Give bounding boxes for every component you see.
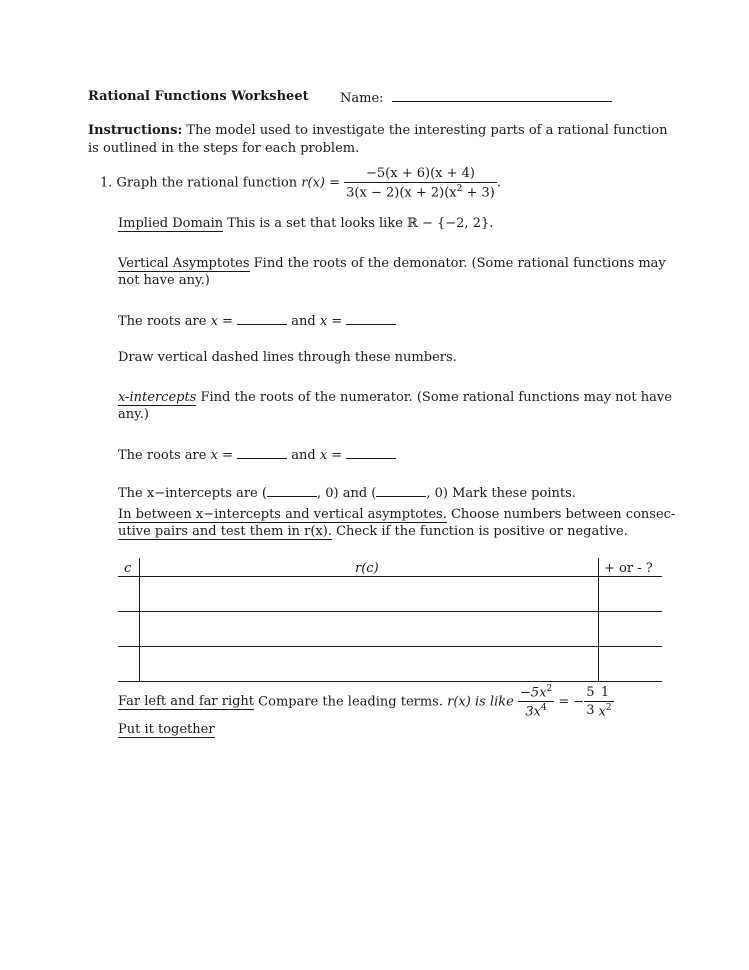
vertical-asymptotes-text-2: not have any.): [118, 273, 210, 288]
far-left-right-text: Compare the leading terms.: [258, 694, 443, 710]
instructions-line-2: is outlined in the steps for each problem.: [88, 141, 360, 156]
draw-dashed-lines-text: Draw vertical dashed lines through these numbers.: [118, 350, 457, 365]
instructions-label: Instructions:: [88, 123, 183, 138]
coefficient-fraction: $\frac{5}{3}$: [586, 685, 595, 719]
table-cell-rc-2[interactable]: [140, 612, 598, 646]
power-fraction: $\frac{1}{x^2}$: [598, 684, 612, 719]
x-intercepts-points-line: The x−intercepts are ( , 0) and ( , 0) Mark these points.: [118, 486, 576, 501]
problem-lead: Graph the rational function: [116, 175, 298, 191]
table-cell-sign-2[interactable]: [599, 612, 662, 646]
vertical-root-blank-1[interactable]: [237, 312, 287, 325]
x-intercepts-text-1: Find the roots of the numerator. (Some rational functions may not have: [200, 390, 672, 405]
in-between-line-1: [118, 507, 675, 523]
vertical-roots-line: The roots are x = and x =: [118, 312, 396, 329]
numerator-roots-line: The roots are x = and x =: [118, 446, 396, 463]
in-between-line-2: [118, 524, 628, 540]
table-cell-sign-1[interactable]: [599, 577, 662, 611]
domain-line: [118, 216, 493, 232]
leading-ratio-fraction: $\frac{-5x^2}{3x^4}$: [519, 684, 553, 720]
problem-number: 1.: [100, 175, 113, 191]
name-field[interactable]: [340, 89, 612, 106]
x-intercepts-text-2: any.): [118, 407, 149, 422]
put-it-together-heading: Put it together: [118, 722, 215, 737]
in-between-text-2: Check if the function is positive or negative.: [336, 524, 628, 539]
x-intercepts-heading: x-intercepts: [118, 390, 197, 405]
table-rule-row-3: [118, 681, 662, 682]
table-cell-c-1[interactable]: [118, 577, 139, 611]
function-name: r(x) =: [301, 175, 341, 191]
function-numerator: −5(x + 6)(x + 4): [344, 166, 497, 183]
far-left-right-line: Far left and far right Compare the leading terms. r(x) is like $\frac{-5x^2}{3x^4}$ = − $\frac{5}{3}$ $\frac{1}{x^2}$: [118, 684, 612, 720]
table-cell-rc-1[interactable]: [140, 577, 598, 611]
in-between-text-1: Choose numbers between consec-: [450, 507, 676, 522]
put-it-together-line: [118, 722, 215, 738]
problem-period: .: [496, 175, 502, 191]
in-between-heading-1: In between x−intercepts and vertical asymptotes.: [118, 507, 447, 522]
x-intercept-blank-2[interactable]: [376, 484, 426, 497]
table-header-sign: + or - ?: [604, 561, 653, 576]
instructions-line-1: [88, 123, 667, 138]
problem-1-statement: [100, 166, 501, 200]
x-intercepts-line-1: [118, 390, 672, 406]
domain-text: This is a set that looks like ℝ − {−2, 2}.: [227, 216, 494, 231]
instructions-text-1: The model used to investigate the interesting parts of a rational function: [186, 123, 668, 138]
vertical-asymptotes-line-1: [118, 256, 666, 272]
table-cell-rc-3[interactable]: [140, 647, 598, 681]
table-header-rc: r(c): [355, 561, 379, 576]
table-cell-sign-3[interactable]: [599, 647, 662, 681]
table-header-c: c: [124, 561, 132, 576]
vertical-asymptotes-text-1: Find the roots of the demonator. (Some rational functions may: [253, 256, 666, 271]
in-between-heading-2: utive pairs and test them in r(x).: [118, 524, 332, 539]
numerator-root-blank-1[interactable]: [237, 446, 287, 459]
far-left-right-heading: Far left and far right: [118, 693, 255, 709]
vertical-root-blank-2[interactable]: [346, 312, 396, 325]
function-denominator: $3(x - 2)(x + 2)(x^2 + 3)$: [346, 184, 495, 201]
x-intercept-blank-1[interactable]: [267, 484, 317, 497]
worksheet-title: Rational Functions Worksheet: [88, 89, 309, 104]
table-cell-c-3[interactable]: [118, 647, 139, 681]
rational-function-fraction: [344, 166, 497, 200]
name-blank[interactable]: [392, 89, 612, 102]
vertical-asymptotes-heading: Vertical Asymptotes: [118, 256, 250, 271]
numerator-root-blank-2[interactable]: [346, 446, 396, 459]
domain-heading: Implied Domain: [118, 216, 224, 231]
name-label: Name:: [340, 91, 384, 106]
table-cell-c-2[interactable]: [118, 612, 139, 646]
